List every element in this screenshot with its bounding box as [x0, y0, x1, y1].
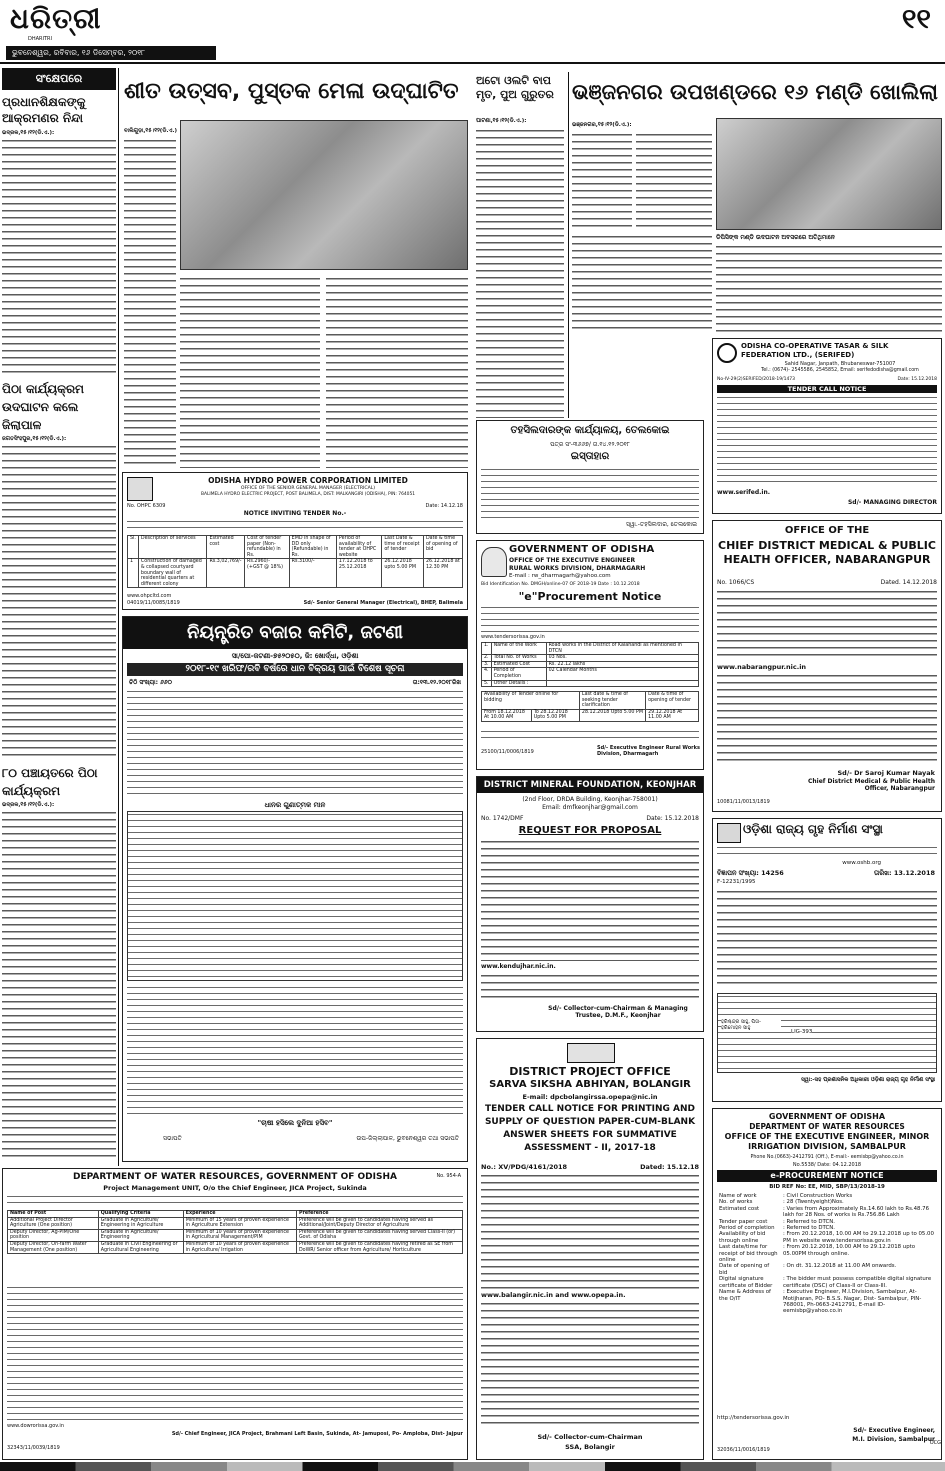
ssa-line1: DISTRICT PROJECT OFFICE	[509, 1065, 671, 1078]
housing-website: www.oshb.org	[842, 860, 881, 866]
ssa-line2: SARVA SIKSHA ABHIYAN, BOLANGIR	[489, 1079, 691, 1090]
masthead-rule	[0, 62, 945, 64]
serifed-date: Date: 15.12.2018	[897, 377, 937, 382]
ssa-title: TENDER CALL NOTICE FOR PRINTING AND SUPPLY OF QUESTION PAPER-CUM-BLANK ANSWER SHEETS FOR SUMMATIVE ASSESSMENT - II, 2017-18	[484, 1104, 696, 1153]
regulated-market-patra: ଚିଠି ସଂଖ୍ୟା: ୬୬୦	[129, 679, 172, 686]
odisha-emblem-icon	[481, 547, 507, 577]
main-dateline: ବାଲିଗୁଡ଼ା,୧୫।୧୨(ଡି.ଏ.)	[124, 128, 177, 134]
tahasildar-title: ତହସିଲଦାରଙ୍କ କାର୍ଯ୍ୟାଳୟ, ତେଲକୋଇ	[510, 425, 670, 436]
dowr-table-header: Name of Post Qualifying Criteria Experience Preference	[8, 1211, 463, 1218]
dmf-website: www.kendujhar.nic.in.	[481, 963, 556, 970]
cdmo-no: No. 1066/CS	[717, 579, 755, 586]
newspaper-logo-sub: DHARITRI	[28, 36, 52, 42]
ssa-date: Dated: 15.12.18	[640, 1163, 699, 1171]
housing-address	[717, 845, 937, 859]
regulated-market-date: ତା:୧୩.୧୨.୨୦୧୮ରିଖ	[412, 679, 461, 686]
serifed-phone: Tel.: (0674)- 2545586, 2545852, Email: serifedodisha@gmail.com	[761, 368, 919, 373]
table-row: 3. Estimated Cost Rs. 22.12 lakhs	[482, 661, 699, 668]
housing-logo-icon	[717, 823, 741, 843]
ohpc-notice-title: NOTICE INVITING TENDER No.-	[243, 510, 347, 517]
ohpc-table-header: Sl. Description of services Estimated cost Cost of tender paper (Non-refundable) in Rs. EMD in shape of DD only (Refundable) in Rs. Period of availability of tender at OHPC website Last Date & time of receipt of tender Date & time of opening of bid	[128, 536, 463, 559]
dowr-footer-ref: 32343/11/0039/1819	[7, 1445, 60, 1451]
serifed-tender-title: TENDER CALL NOTICE	[717, 385, 937, 393]
rwd-footer-note	[481, 729, 699, 741]
page-number: ୧୧	[901, 2, 931, 35]
ohpc-office: OFFICE OF THE SENIOR GENERAL MANAGER (ELECTRICAL)	[240, 486, 376, 491]
table-row: Deputy Director, Ag-PIM/One position Graduate in Agriculture/ Engineering Minimum of 10 years of proven experience in Agricultural Management/PIM Preference will be given to candidates having served Class-II (or) Govt. of Odisha	[8, 1229, 463, 1241]
auto-headline: ଅଟୋ ଓଲଟି ବାପ ମୃତ, ପୁଅ ଗୁରୁତର	[476, 74, 554, 101]
table-row: Digital signature certificate of Bidder : The bidder must possess compatible digital signature certificate (DSC) of Class-II or Class-III.	[719, 1276, 932, 1289]
ssa-no: No.: XV/PDG/4161/2018	[481, 1163, 568, 1171]
dowr-sukinda-notice	[2, 1168, 468, 1460]
serifed-address: Sahid Nagar, Janpath, Bhubaneswar-751007	[784, 361, 896, 367]
ohpc-body	[127, 519, 463, 533]
serifed-name: ODISHA CO-OPERATIVE TASAR & SILK FEDERATION LTD., (SERIFED)	[741, 342, 889, 359]
housing-body	[717, 889, 937, 989]
dmf-rfp	[476, 776, 704, 1032]
bhanjanagar-headline: ଭଞ୍ଜନଗର ଉପଖଣ୍ଡରେ ୧୬ ମଣ୍ଡି ଖୋଲିଲା	[572, 80, 938, 104]
ohpc-ref: No. OHPC 6309	[127, 503, 166, 509]
auto-story-body	[476, 128, 564, 418]
serifed-signature: Sd/- MANAGING DIRECTOR	[847, 499, 937, 506]
table-row: 5. Other Details :	[482, 680, 699, 687]
main-headline: ଶୀତ ଉତ୍ସବ, ପୁସ୍ତକ ମେଳା ଉଦ୍‌ଘାଟିତ	[124, 79, 459, 104]
rwd-website: www.tendersorissa.gov.in	[481, 634, 545, 640]
table-row: Period of completion : Referred to DTCN.	[719, 1225, 835, 1232]
ohpc-signature: Sd/- Senior General Manager (Electrical), BHEP, Balimela	[303, 600, 463, 606]
mi-phone: Phone No.(0663)-2412791 (Off.), E-mail:- eemisbp@yahoo.co.in	[750, 1155, 904, 1160]
newspaper-logo: ଧରିତ୍ରୀ	[10, 2, 102, 35]
ssa-signature1: Sd/- Collector-cum-Chairman	[537, 1433, 643, 1441]
minor-irrigation-eprocurement	[712, 1108, 942, 1460]
main-story-col3	[326, 276, 468, 468]
cdmo-body2	[717, 673, 937, 765]
mi-line2: DEPARTMENT OF WATER RESOURCES	[749, 1122, 905, 1131]
footer-color-strip	[0, 1462, 945, 1471]
cdmo-line2: CHIEF DISTRICT MEDICAL & PUBLIC HEALTH OFFICER, NABARANGPUR	[718, 539, 936, 566]
regulated-market-slogan: "ଚାଷୀ ହସିଲେ ଦୁନିଆ ହସିବ"	[257, 1119, 333, 1127]
dmf-address: (2nd Floor, DRDA Building, Keonjhar-758001)	[522, 796, 658, 803]
housing-date: ତାରିଖ: 13.12.2018	[874, 869, 935, 877]
section-title: ସଂକ୍ଷେପରେ	[2, 68, 116, 90]
ohpc-website: www.ohpcltd.com	[127, 593, 172, 599]
housing-title: ଓଡ଼ିଶା ରାଜ୍ୟ ଗୃହ ନିର୍ମାଣ ସଂସ୍ଥା	[743, 822, 883, 836]
ohpc-tender	[122, 472, 468, 610]
bhanjanagar-col2	[636, 132, 712, 230]
regulated-market-signature-left: ସଭାପତି	[163, 1135, 182, 1142]
table-row: From 18.12.2018 At 10.00 AM To 28.12.2018 Upto 5.00 PM 28.12.2018 Upto 5.00 PM 29.12.2018 At 11.00 AM	[482, 709, 699, 721]
serifed-tender	[712, 338, 942, 514]
mi-kv-table	[717, 1193, 937, 1315]
story1-headline: ପ୍ରଧାନଶିକ୍ଷକଙ୍କୁ ଆକ୍ରମଣର ନିନ୍ଦା	[2, 95, 86, 125]
regulated-market-body	[127, 689, 463, 797]
tahasildar-body	[481, 467, 699, 519]
regulated-market-table-title: ଧାନର ଗୁଣାତ୍ମକ ମାନ	[264, 801, 326, 809]
rwd-line1: GOVERNMENT OF ODISHA	[509, 544, 655, 555]
tahasildar-notice-label: ଇସ୍ତାହାର	[570, 451, 610, 462]
rwd-line3: RURAL WORKS DIVISION, DHARMAGARH	[509, 565, 646, 572]
table-row: 2. Total No. of Works 03 Nos.	[482, 655, 699, 662]
cdmo-website: www.nabarangpur.nic.in	[717, 663, 807, 671]
tahasildar-notice	[476, 420, 704, 534]
story2-headline: ପିଠା କାର୍ଯ୍ୟକ୍ରମ ଉଦଘାଟନ କଲେ ଜିଲାପାଳ	[2, 382, 85, 432]
rwd-title: "e"Procurement Notice	[518, 590, 662, 603]
ssa-logo-icon	[567, 1043, 615, 1063]
housing-ref: F-12231/1995	[717, 879, 756, 885]
dmf-title: DISTRICT MINERAL FOUNDATION, KEONJHAR	[477, 777, 703, 793]
housing-signature: ସ୍ୱା:-ସହ ପ୍ରଶାସନିକ ଅଧିକାରୀ ଓଡ଼ିଶା ରାଜ୍ୟ ଗୃହ ନିର୍ମାଣ ସଂସ୍ଥା	[801, 1077, 935, 1083]
cdmo-footer-ref: 10081/11/0013/1819	[717, 799, 770, 805]
story1-body	[2, 138, 116, 376]
dowr-ref: No. 954-A	[436, 1173, 461, 1179]
dmf-date: Date: 15.12.2018	[646, 815, 699, 822]
serifed-website: www.serifed.in.	[717, 489, 771, 496]
ohpc-plant: BALIMELA HYDRO ELECTRIC PROJECT, POST BALIMELA, DIST: MALKANGIRI (ODISHA), PIN: 764051	[200, 492, 416, 497]
footer-ocg: OCG	[929, 1440, 941, 1446]
dowr-line1: DEPARTMENT OF WATER RESOURCES, GOVERNMENT OF ODISHA	[73, 1172, 397, 1182]
rwd-email: E-mail : rw_dharmagarh@yahoo.com	[509, 573, 611, 579]
table-row: Estimated cost : Varies from Approximately Rs.14.60 lakh to Rs.48.76 lakh for 28 Nos. of works is Rs.756.86 Lakh	[719, 1205, 930, 1219]
masthead	[0, 0, 945, 62]
table-row: Last date/time for receipt of bid through online : From 20.12.2018, 10.00 AM to 29.12.2018 upto 05.00PM through online.	[719, 1244, 916, 1264]
story2-body	[2, 444, 116, 760]
table-row: No. of works : 28 (Twentyeight)Nos.	[719, 1199, 844, 1206]
dowr-line2: Project Management UNIT, O/o the Chief Engineer, JICA Project, Sukinda	[103, 1184, 367, 1192]
column-rule	[568, 72, 569, 418]
ssa-signature2: SSA, Bolangir	[565, 1443, 615, 1451]
housing-table	[717, 993, 937, 1073]
mi-ref-no: No.5538/ Date: 04.12.2018	[792, 1162, 862, 1168]
left-column	[2, 68, 116, 1160]
story3-body	[2, 810, 116, 1160]
regulated-market-notice	[122, 616, 468, 1162]
regulated-market-title: ନିୟନ୍ତ୍ରିତ ବଜାର କମିଟି, ଜଟଣୀ	[123, 617, 467, 649]
story1-dateline: ଭଦ୍ରକ,୧୫।୧୨(ଡି.ଏ.):	[2, 130, 55, 136]
bhanjanagar-dateline: ଭଞ୍ଜନଗର,୧୫।୧୨(ଡି.ଏ.):	[572, 122, 632, 128]
dowr-table	[7, 1210, 463, 1254]
tahasildar-signature: ସ୍ୱା.-ତହସିଲଦାର, ତେଲକୋଇ	[626, 521, 697, 528]
ohpc-date: Date: 14.12.18	[425, 503, 463, 509]
dmf-signature: Sd/- Collector-cum-Chairman & Managing Trustee, D.M.F., Keonjhar	[548, 1005, 688, 1019]
bhanjanagar-caption: ଡିପିସିଙ୍କ ମଣ୍ଡି ଉଦଘାଟନ ଅବସରରେ ଅତିଥିମାନେ	[716, 234, 835, 241]
table-row: Availability of bid through online : From 20.12.2018, 10.00 AM to 29.12.2018 up to 05.00 PM in website www.tendersorissa.gov.in	[719, 1231, 934, 1244]
table-row: Deputy Director, On-farm Water Management (One position) Graduate in Civil Engineering or Agricultural Engineering Minimum of 10 years of proven experience in Agriculture/ Irrigation Preference will be given to candidates having retired as SE from DoWR/ Senior officer from Agriculture/ Horticulture	[8, 1241, 463, 1253]
ohpc-name: ODISHA HYDRO POWER CORPORATION LIMITED	[208, 476, 408, 485]
ohpc-table	[127, 535, 463, 588]
serifed-logo-icon	[717, 343, 737, 363]
dmf-body2	[481, 973, 699, 1001]
regulated-market-points	[127, 985, 463, 1115]
table-row: 1. Name of the Work Road works in the District of Kalahandi as mentioned in DTCN	[482, 643, 699, 655]
dowr-signature: Sd/- Chief Engineer, JICA Project, Brahmani Left Basin, Sukinda, At- Jamuposi, Po- Amploba, Dist- Jajpur	[171, 1431, 463, 1437]
mi-title: e-PROCUREMENT NOTICE	[717, 1170, 937, 1182]
story3-headline: ୮୦ ପଞ୍ଚାୟତରେ ପିଠା କାର୍ଯ୍ୟକ୍ରମ	[2, 766, 98, 798]
main-story-photo	[180, 120, 468, 270]
tahasildar-ref: ପତ୍ର ସଂ-୩୬୬୭/ ତା.୧୪.୧୨.୨୦୧୮	[550, 441, 630, 448]
bhanjanagar-photo	[716, 118, 942, 230]
bhanjanagar-col4	[716, 244, 942, 334]
dmf-body	[481, 839, 699, 961]
mi-line1: GOVERNMENT OF ODISHA	[768, 1112, 886, 1121]
cdmo-signature1: Sd/- Dr Saroj Kumar Nayak	[837, 769, 935, 777]
main-story-col2	[180, 276, 320, 468]
housing-flat: LIG-393	[791, 1029, 813, 1035]
housing-notice	[712, 818, 942, 1102]
dmf-heading: REQUEST FOR PROPOSAL	[518, 825, 662, 836]
serifed-ref: No-IV-29(2)SERIFED/2018-19/1473	[717, 377, 796, 382]
serifed-body	[717, 395, 937, 487]
table-row: Name & Address of the O/IT : Executive Engineer, M.I.Division, Sambalpur, At- Motijharan, PO- B.S.S. Nagar, Dist- Sambalpur, PIN-768001, Ph-0663-2412791, E-mail ID- eemisbp@yahoo.co.in	[719, 1289, 922, 1315]
table-row: Additional Project Director Agriculture (One position) Graduate in Agriculture/ Engineering in Agriculture Minimum of 15 years of proven experience in Agriculture Extension Preference will be given to candidates having served as Additional/Joint/Deputy Director of Agriculture	[8, 1217, 463, 1229]
dowr-website: www.dowrorissa.gov.in	[7, 1423, 64, 1429]
ssa-body2	[481, 1301, 699, 1429]
cdmo-body	[717, 589, 937, 661]
dmf-no: No. 1742/DMF	[481, 815, 524, 822]
regulated-market-subtitle: ସା/ପୋ-ଜଟଣୀ-୭୫୨୦୫୦, ଜି: ଖୋର୍ଦ୍ଧା, ଓଡ଼ିଶା	[231, 652, 359, 660]
column-rule	[118, 68, 119, 1166]
table-row: Name of work : Civil Construction Works	[719, 1193, 853, 1199]
quality-table	[127, 811, 463, 981]
story3-dateline: ଭଦ୍ରକ,୧୫।୧୨(ଡି.ଏ.):	[2, 802, 55, 808]
cdmo-signature2: Chief District Medical & Public Health Officer, Nabarangpur	[807, 778, 935, 792]
regulated-market-heading: ୨୦୧୮-୧୯ ଖରିଫ/ରବି ବର୍ଷରେ ଧାନ ବିକ୍ରୟ ପାଇଁ ବିଶେଷ ସୂଚନା	[127, 663, 463, 676]
ssa-email: E-mail: dpcbolangirssa.opepa@nic.in	[522, 1093, 658, 1101]
rwd-table	[481, 642, 699, 687]
ssa-body	[481, 1173, 699, 1289]
ssa-tender	[476, 1038, 704, 1460]
auto-dateline: ପାଟଣା,୧୫।୧୨(ଡି.ଏ.):	[476, 118, 527, 124]
table-row: Availability of Tender online for bidding Last date & time of seeking tender clarification Date & time of opening of tender	[482, 692, 699, 710]
ohpc-footer-ref: 04019/11/0085/1819	[127, 600, 180, 606]
dateline: ଭୁବନେଶ୍ୱର, ରବିବାର, ୧୬ ଡିସେମ୍ବର, ୨୦୧୮	[12, 48, 146, 57]
story2-dateline: ଜଗତସିଂହପୁର,୧୫।୧୨(ଡି.ଏ.):	[2, 436, 67, 442]
mi-website: http://tendersorissa.gov.in	[717, 1415, 790, 1421]
table-row: Tender paper cost : Referred to DTCN.	[719, 1218, 835, 1225]
bhanjanagar-col1	[572, 132, 632, 230]
dowr-conditions	[7, 1285, 463, 1421]
mi-footer-ref: 32036/11/0016/1819	[717, 1447, 770, 1453]
rwd-dates-table	[481, 691, 699, 722]
rwd-eprocurement	[476, 540, 704, 770]
bhanjanagar-col3	[572, 234, 712, 334]
dowr-intro	[7, 1194, 463, 1208]
rwd-line2: OFFICE OF THE EXECUTIVE ENGINEER	[509, 557, 636, 564]
ohpc-logo-icon	[127, 477, 153, 501]
table-row: 4. Period of Completion 02 Calendar Months	[482, 668, 699, 680]
mi-line3: OFFICE OF THE EXECUTIVE ENGINEER, MINOR IRRIGATION DIVISION, SAMBALPUR	[724, 1132, 930, 1151]
regulated-market-signature-right: ଉପ-ଜିଲ୍ଲାପାଳ, ଭୁବନେଶ୍ୱର ତଥା ସଭାପତି	[356, 1135, 459, 1142]
mi-signature1: Sd/- Executive Engineer,	[853, 1427, 935, 1434]
cdmo-tender	[712, 520, 942, 812]
rwd-footer-ref: 25100/11/0006/1819	[481, 749, 534, 755]
cdmo-date: Dated. 14.12.2018	[880, 579, 937, 586]
mi-signature2: M.I. Division, Sambalpur	[852, 1436, 935, 1443]
main-story-col1	[124, 138, 176, 468]
ssa-websites: www.balangir.nic.in and www.opepa.in.	[481, 1291, 626, 1299]
mi-bid-ref: BID REF No: EE, MID, SBP/13/2018-19	[769, 1184, 885, 1190]
ohpc-table-row: 1 Construction of damaged & collapsed courtyard boundary wall of residential quarters at different colony Rs.3,02,769/- Rs.2960/- (+GST @ 18%) Rs.3100/- 17.12.2018 to 25.12.2018 26.12.2018 upto 5.00 PM 26.12.2018 at 12.30 PM	[128, 559, 463, 588]
table-row: Date of opening of bid : On dt. 31.12.2018 at 11.00 AM onwards.	[719, 1263, 897, 1276]
dmf-email: Email: dmfkeonjhar@gmail.com	[542, 804, 638, 811]
rwd-body	[481, 605, 699, 633]
housing-patra: ବିଜ୍ଞାପନ ସଂଖ୍ୟା: 14256	[717, 869, 784, 877]
rwd-bid-id: Bid Identification No. DMGH/online-07 OF 2018-19 Date : 10.12.2018	[481, 582, 640, 587]
housing-allottee: ହରିଶ୍ଚନ୍ଦ୍ର ସାହୁ, ପିତା-ହରିମୋହନ ସାହୁ	[721, 1019, 781, 1031]
cdmo-line1: OFFICE OF THE	[784, 525, 870, 536]
rwd-signature: Sd/- Executive Engineer Rural Works Division, Dharmagarh	[597, 745, 700, 757]
